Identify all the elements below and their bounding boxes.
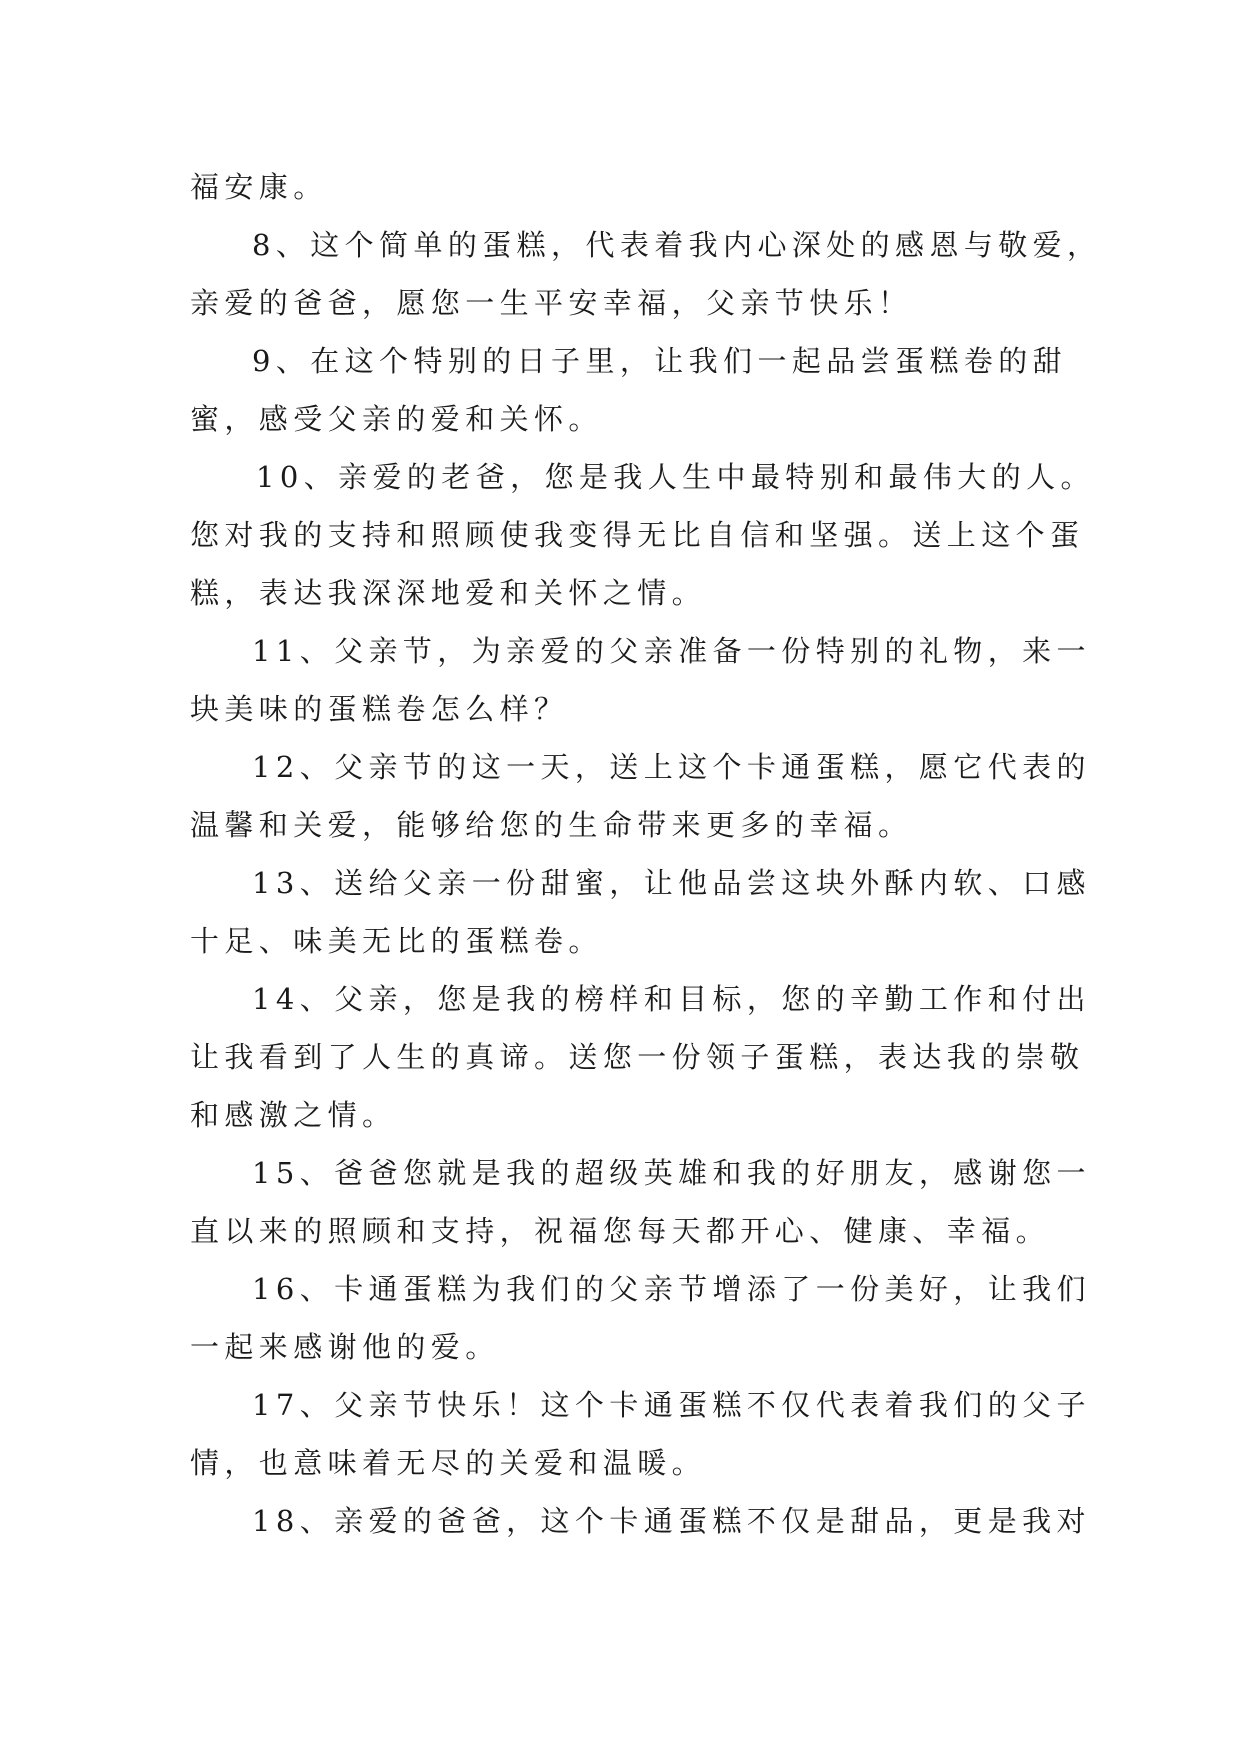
text-line: 11、父亲节，为亲爱的父亲准备一份特别的礼物，来一 (252, 634, 1091, 668)
text-line: 直以来的照顾和支持，祝福您每天都开心、健康、幸福。 (190, 1214, 1051, 1248)
text-line: 12、父亲节的这一天，送上这个卡通蛋糕，愿它代表的 (252, 750, 1091, 784)
text-line: 9、在这个特别的日子里，让我们一起品尝蛋糕卷的甜 (252, 344, 1068, 378)
document-body (190, 158, 1102, 1550)
text-line: 让我看到了人生的真谛。送您一份领子蛋糕，表达我的崇敬 (190, 1040, 1085, 1074)
text-line: 福安康。 (190, 170, 328, 204)
text-line: 情，也意味着无尽的关爱和温暖。 (190, 1446, 707, 1480)
text-line: 15、爸爸您就是我的超级英雄和我的好朋友，感谢您一 (252, 1156, 1091, 1190)
text-line: 一起来感谢他的爱。 (190, 1330, 500, 1364)
text-line: 糕，表达我深深地爱和关怀之情。 (190, 576, 707, 610)
text-line: 温馨和关爱，能够给您的生命带来更多的幸福。 (190, 808, 913, 842)
text-line: 13、送给父亲一份甜蜜，让他品尝这块外酥内软、口感 (252, 866, 1091, 900)
text-line: 亲爱的爸爸，愿您一生平安幸福，父亲节快乐！ (190, 286, 913, 320)
text-line: 16、卡通蛋糕为我们的父亲节增添了一份美好，让我们 (252, 1272, 1091, 1306)
text-line: 您对我的支持和照顾使我变得无比自信和坚强。送上这个蛋 (190, 518, 1085, 552)
text-line: 块美味的蛋糕卷怎么样？ (190, 692, 569, 726)
text-line: 14、父亲，您是我的榜样和目标，您的辛勤工作和付出 (252, 982, 1091, 1016)
text-line: 蜜，感受父亲的爱和关怀。 (190, 402, 603, 436)
text-line: 8、这个简单的蛋糕，代表着我内心深处的感恩与敬爱， (252, 228, 1102, 262)
text-line: 10、亲爱的老爸，您是我人生中最特别和最伟大的人。 (256, 460, 1095, 494)
text-line: 18、亲爱的爸爸，这个卡通蛋糕不仅是甜品，更是我对 (252, 1504, 1091, 1538)
text-line: 和感激之情。 (190, 1098, 397, 1132)
text-line: 十足、味美无比的蛋糕卷。 (190, 924, 603, 958)
text-line: 17、父亲节快乐！这个卡通蛋糕不仅代表着我们的父子 (252, 1388, 1091, 1422)
